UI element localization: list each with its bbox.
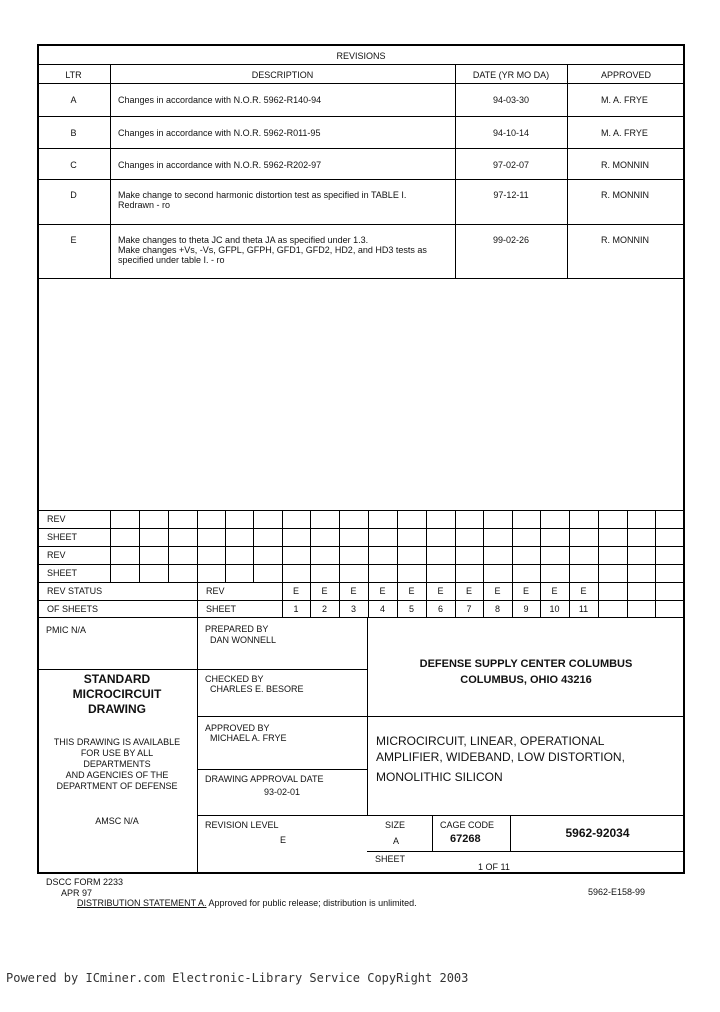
revisions-title: REVISIONS [336,51,386,61]
cage-code-label: CAGE CODE [440,820,495,830]
rev-status-cell: E [350,586,357,596]
rev-status-sheet-label: SHEET [206,604,237,614]
divider [37,148,685,149]
divider [37,669,197,670]
revision-date: 97-12-11 [493,190,529,200]
rev-status-cell: E [580,586,587,596]
divider [37,179,685,180]
agency-address: COLUMBUS, OHIO 43216 [460,674,592,686]
rev-status-cell: E [551,586,558,596]
divider [37,278,685,279]
divider [37,116,685,117]
revision-date: 94-03-30 [492,95,530,105]
divider [37,83,685,84]
standard-drawing-title: STANDARD MICROCIRCUIT DRAWING [72,672,162,716]
prepared-by-label: PREPARED BY [205,624,269,634]
rev-status-cell: E [292,586,299,596]
grid-line [282,510,283,582]
drawing-title-line: MICROCIRCUIT, LINEAR, OPERATIONAL [376,734,605,748]
revision-description-line: Make change to second harmonic distortion test as specified in TABLE I. [118,190,407,200]
rev-status-cell: E [408,586,415,596]
sheet-number-cell: 9 [523,604,529,614]
grid-row-label: REV [47,550,66,560]
rev-status-cell: E [379,586,386,596]
rev-status-cell: E [437,586,444,596]
grid-row-label: REV [47,514,66,524]
sheet-number-cell: 11 [578,604,589,614]
amsc-field: AMSC N/A [95,816,139,826]
sheet-number-cell: 8 [494,604,500,614]
revision-letter: D [70,190,77,200]
sheet-number-cell: 5 [408,604,414,614]
revision-approver: R. MONNIN [601,190,649,200]
agency-block [367,656,685,688]
divider [567,64,568,278]
grid-line [37,564,685,565]
pmic-field: PMIC N/A [46,625,87,635]
grid-line [37,600,685,601]
grid-line [168,510,169,582]
distribution-statement: DISTRIBUTION STATEMENT A. Approved for public release; distribution is unlimited. [77,898,417,908]
approval-date-label: DRAWING APPROVAL DATE [205,774,324,784]
revision-description-line: specified under table I. - ro [118,255,225,265]
revision-letter: A [70,95,77,105]
grid-line [455,510,456,582]
revision-date: 94-10-14 [492,128,530,138]
sheet-number-cell: 4 [379,604,385,614]
grid-line [37,546,685,547]
sheet-number-cell: 2 [321,604,327,614]
grid-line [197,582,198,617]
divider [197,669,367,670]
drawing-title-line: AMPLIFIER, WIDEBAND, LOW DISTORTION, [376,750,625,764]
agency-name: DEFENSE SUPPLY CENTER COLUMBUS [419,658,633,670]
revision-approver: R. MONNIN [601,160,649,170]
revision-description-line: Changes in accordance with N.O.R. 5962-R140-94 [118,95,322,105]
size-label: SIZE [385,820,406,830]
cage-code-value: 67268 [450,833,481,845]
form-date: APR 97 [61,888,93,898]
revision-description-line: Make changes to theta JC and theta JA as specified under 1.3. [118,235,369,245]
of-sheets-label: OF SHEETS [47,604,99,614]
form-number: DSCC FORM 2233 [46,877,124,887]
rev-status-cell: E [465,586,472,596]
revision-approver: R. MONNIN [601,235,649,245]
revision-description-line: Make changes +Vs, -Vs, GFPL, GFPH, GFD1, GFD2, HD2, and HD3 tests as [118,245,427,255]
revision-level-label: REVISION LEVEL [205,820,279,830]
drawing-title-block [376,733,625,785]
grid-line [310,510,311,582]
revision-description-line: Redrawn - ro [118,200,171,210]
grid-line [598,582,599,617]
divider [197,769,367,770]
sheet-number-cell: 1 [293,604,299,614]
rev-status-cell: E [321,586,328,596]
approval-date-value: 93-02-01 [264,787,301,797]
grid-line [339,510,340,582]
divider [197,815,685,816]
watermark-text: Powered by ICminer.com Electronic-Library Service CopyRight 2003 [6,971,469,985]
divider [110,64,111,278]
grid-line [627,582,628,617]
divider [37,617,685,618]
sheet-number-cell: 3 [350,604,356,614]
approved-by-label: APPROVED BY [205,723,270,733]
grid-line [512,510,513,582]
grid-line [110,510,111,582]
divider [197,617,198,874]
divider [432,815,433,851]
revision-approver: M. A. FRYE [601,95,648,105]
sheet-of-value: 1 OF 11 [478,862,510,872]
rev-status-cell: E [494,586,501,596]
grid-line [225,510,226,582]
drawing-number: 5962-92034 [565,826,630,840]
grid-line [368,510,369,582]
revision-letter: C [70,160,77,170]
sheet-number-cell: 7 [466,604,472,614]
grid-line [37,510,685,511]
revision-date: 97-02-07 [492,160,530,170]
grid-line [598,510,599,582]
grid-line [627,510,628,582]
checked-by-value: CHARLES E. BESORE [210,684,304,694]
revision-description-line: Changes in accordance with N.O.R. 5962-R011-95 [118,128,321,138]
rev-status-cell: E [522,586,529,596]
availability-statement: THIS DRAWING IS AVAILABLE FOR USE BY ALL DEPARTMENTS AND AGENCIES OF THE DEPARTMENT OF DEFENSE [53,737,181,791]
sheet-number-cell: 10 [549,604,560,614]
grid-line [37,528,685,529]
grid-line [540,510,541,582]
rev-status-rev-label: REV [206,586,225,596]
divider [37,64,685,65]
column-header-description: DESCRIPTION [251,70,314,80]
revision-date: 99-02-26 [492,235,530,245]
divider [197,716,685,717]
grid-line [139,510,140,582]
grid-line [655,582,656,617]
column-header-approved: APPROVED [600,70,651,80]
column-header-ltr: LTR [65,70,82,80]
grid-line [426,510,427,582]
grid-row-label: SHEET [47,532,78,542]
document-code: 5962-E158-99 [588,887,646,897]
grid-line [37,582,685,583]
approved-by-value: MICHAEL A. FRYE [210,733,287,743]
grid-line [253,510,254,582]
size-value: A [393,836,400,846]
revision-letter: B [70,128,77,138]
grid-line [569,510,570,582]
divider [37,224,685,225]
prepared-by-value: DAN WONNELL [210,635,277,645]
rev-status-label: REV STATUS [47,586,103,596]
revision-description-line: Changes in accordance with N.O.R. 5962-R202-97 [118,160,322,170]
grid-row-label: SHEET [47,568,78,578]
sheet-number-cell: 6 [437,604,443,614]
revision-approver: M. A. FRYE [601,128,648,138]
revision-level-value: E [280,835,287,845]
divider [367,851,685,852]
grid-line [197,510,198,582]
grid-line [655,510,656,582]
grid-line [483,510,484,582]
column-header-date: DATE (YR MO DA) [472,70,550,80]
revision-letter: E [70,235,77,245]
drawing-title-line: MONOLITHIC SILICON [376,770,503,784]
checked-by-label: CHECKED BY [205,674,264,684]
grid-line [397,510,398,582]
sheet-label: SHEET [375,854,406,864]
